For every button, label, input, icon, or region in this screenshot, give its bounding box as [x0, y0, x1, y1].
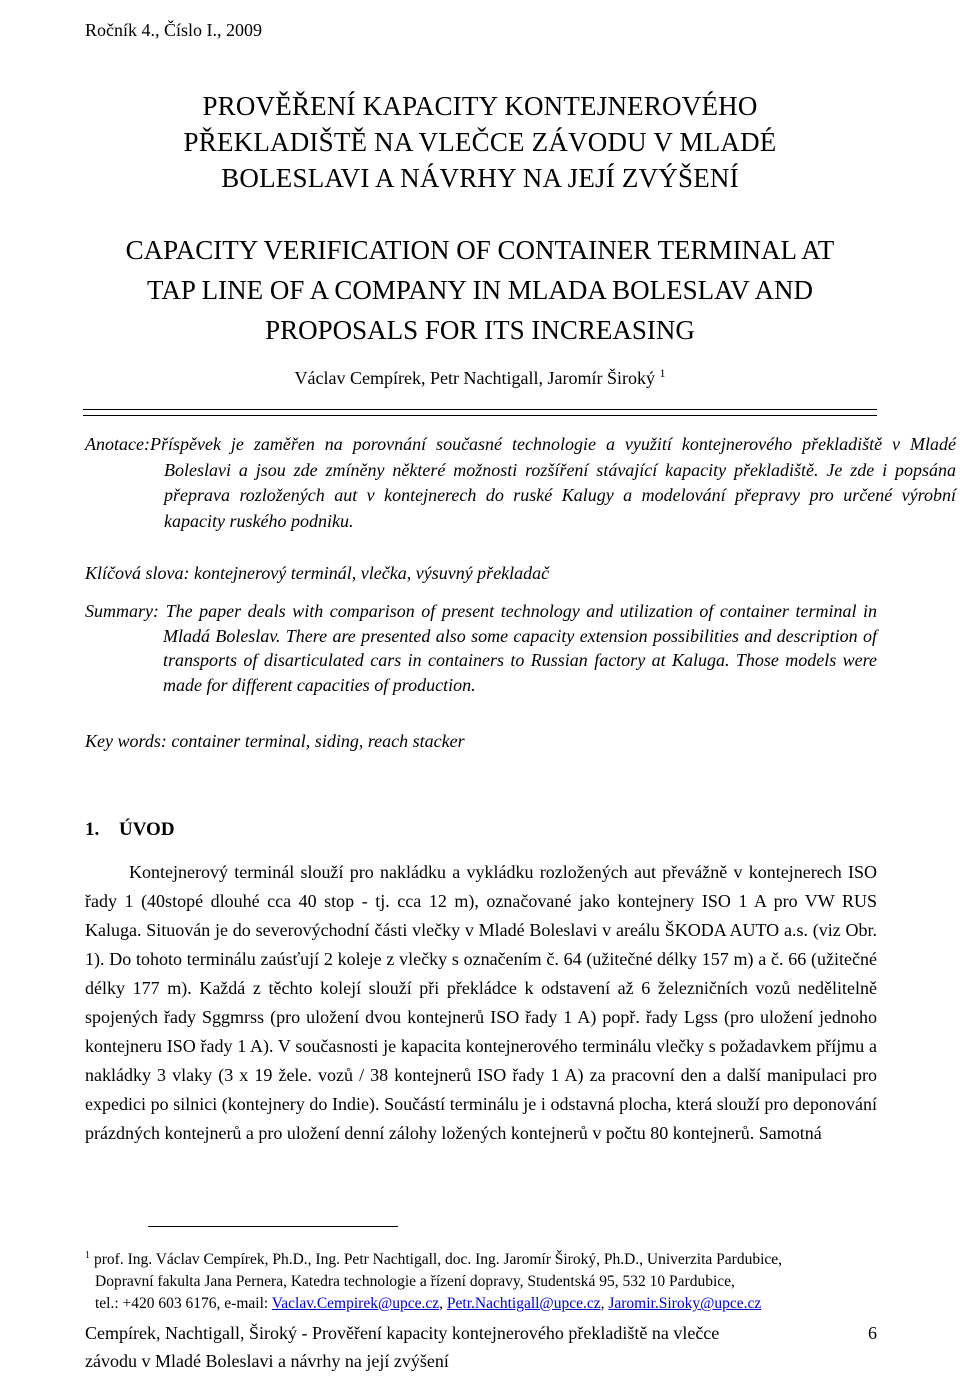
keywords-czech: [85, 563, 877, 584]
journal-header: Ročník 4., Číslo I., 2009: [85, 20, 263, 40]
email-link[interactable]: Jaromir.Siroky@upce.cz: [608, 1295, 762, 1312]
email-separator: ,: [439, 1295, 447, 1312]
footnote-separator: [148, 1226, 398, 1227]
author-names: Václav Cempírek, Petr Nachtigall, Jaromír Široký: [294, 368, 655, 388]
footnote-line: Dopravní fakulta Jana Pernera, Katedra technologie a řízení dopravy, Studentská 95, 532 10 Pardubice,: [95, 1273, 735, 1290]
body-paragraph: Kontejnerový terminál slouží pro nakládku a vykládku rozložených aut převážně v kontejnerech ISO řady 1 (40stopé dlouhé cca 40 stop - tj. cca 12 m), označované jako kontejnery ISO 1 A pro VW RUS Kaluga. Situován je do severovýchodní části vlečky v Mladé Boleslavi v areálu ŠKODA AUTO a.s. (viz Obr. 1). Do tohoto terminálu zaúsťují 2 koleje z vlečky s označením č. 64 (užitečné délky 157 m) a č. 66 (užitečné délky 177 m). Každá z těchto kolejí slouží při překládce k odstavení až 6 železničních vozů nedělitelně spojených řady Sggmrss (pro uložení dvou kontejnerů ISO řady 1 A) popř. řady Lgss (pro uložení jednoho kontejneru ISO řady 1 A). V současnosti je kapacita kontejnerového terminálu vlečky s požadavkem příjmu a nakládky 3 vlaky (3 x 19 žele. vozů / 38 kontejnerů ISO řady 1 A) za pracovní den a další manipulaci pro expedici po silnici (kontejnery do Indie). Součástí terminálu je i odstavná plocha, která slouží pro deponování prázdných kontejnerů a pro uložení denní zálohy ložených kontejnerů v počtu 80 kontejnerů. Samotná: [85, 862, 877, 1143]
title-english-line: PROPOSALS FOR ITS INCREASING: [265, 315, 695, 345]
section-heading: [85, 819, 175, 841]
body-text: [85, 858, 877, 1148]
title-czech-line: PŘEKLADIŠTĚ NA VLEČCE ZÁVODU V MLADÉ: [183, 127, 777, 157]
email-separator: ,: [600, 1295, 609, 1312]
title-english-line: CAPACITY VERIFICATION OF CONTAINER TERMINAL AT: [125, 235, 835, 265]
section-number: 1.: [85, 819, 100, 840]
footnote-line: [85, 1245, 885, 1271]
abstract-czech-label: Anotace:: [85, 434, 150, 454]
keywords-czech-label: Klíčová slova:: [85, 563, 190, 583]
footnote-line: [85, 1293, 885, 1315]
footnote: [85, 1245, 885, 1315]
title-english: [0, 230, 960, 350]
title-czech-line: PROVĚŘENÍ KAPACITY KONTEJNEROVÉHO: [202, 91, 758, 121]
separator-rule: [83, 415, 877, 416]
footnote-mark: 1: [85, 1250, 90, 1261]
summary-english: [85, 599, 877, 697]
title-czech-line: BOLESLAVI A NÁVRHY NA JEJÍ ZVÝŠENÍ: [221, 163, 739, 193]
title-czech: [0, 88, 960, 196]
keywords-english-label: Key words:: [85, 731, 167, 751]
summary-english-label: Summary:: [85, 601, 159, 621]
keywords-english: [85, 731, 877, 752]
keywords-czech-text: kontejnerový terminál, vlečka, výsuvný překladač: [193, 563, 550, 583]
footnote-affiliation: prof. Ing. Václav Cempírek, Ph.D., Ing. Petr Nachtigall, doc. Ing. Jaromír Široký, Ph.D., Univerzita Pardubice,: [94, 1251, 783, 1268]
footer-citation-line: Cempírek, Nachtigall, Široký - Prověření kapacity kontejnerového překladiště na vlečce: [85, 1323, 720, 1343]
author-list: [0, 366, 960, 389]
section-title: ÚVOD: [119, 819, 175, 840]
page-number: 6: [868, 1323, 877, 1343]
footer-citation-line: závodu v Mladé Boleslavi a návrhy na její zvýšení: [85, 1351, 449, 1371]
keywords-english-text: container terminal, siding, reach stacker: [171, 731, 465, 751]
abstract-czech: [85, 432, 956, 534]
footnote-contact: tel.: +420 603 6176, e-mail:: [95, 1295, 272, 1312]
separator-rule: [83, 409, 877, 410]
email-link[interactable]: Petr.Nachtigall@upce.cz: [446, 1295, 601, 1312]
page-footer: [85, 1319, 877, 1375]
author-footnote-mark: 1: [659, 366, 666, 380]
title-english-line: TAP LINE OF A COMPANY IN MLADA BOLESLAV AND: [147, 275, 813, 305]
abstract-czech-text: Příspěvek je zaměřen na porovnání současné technologie a využití kontejnerového překladiště v Mladé Boleslavi a jsou zde zmíněny některé možnosti rozšíření stávající kapacity překladiště. Je zde i popsána přeprava rozložených aut v kontejnerech do ruské Kalugy a modelování přepravy pro určené výrobní kapacity ruského podniku.: [149, 434, 956, 531]
summary-english-text: The paper deals with comparison of present technology and utilization of container terminal in Mladá Boleslav. There are presented also some capacity extension possibilities and description of transports of disarticulated cars in containers to Russian factory at Kaluga. Those models were made for different capacities of production.: [163, 601, 877, 695]
email-link[interactable]: Vaclav.Cempirek@upce.cz: [271, 1295, 440, 1312]
